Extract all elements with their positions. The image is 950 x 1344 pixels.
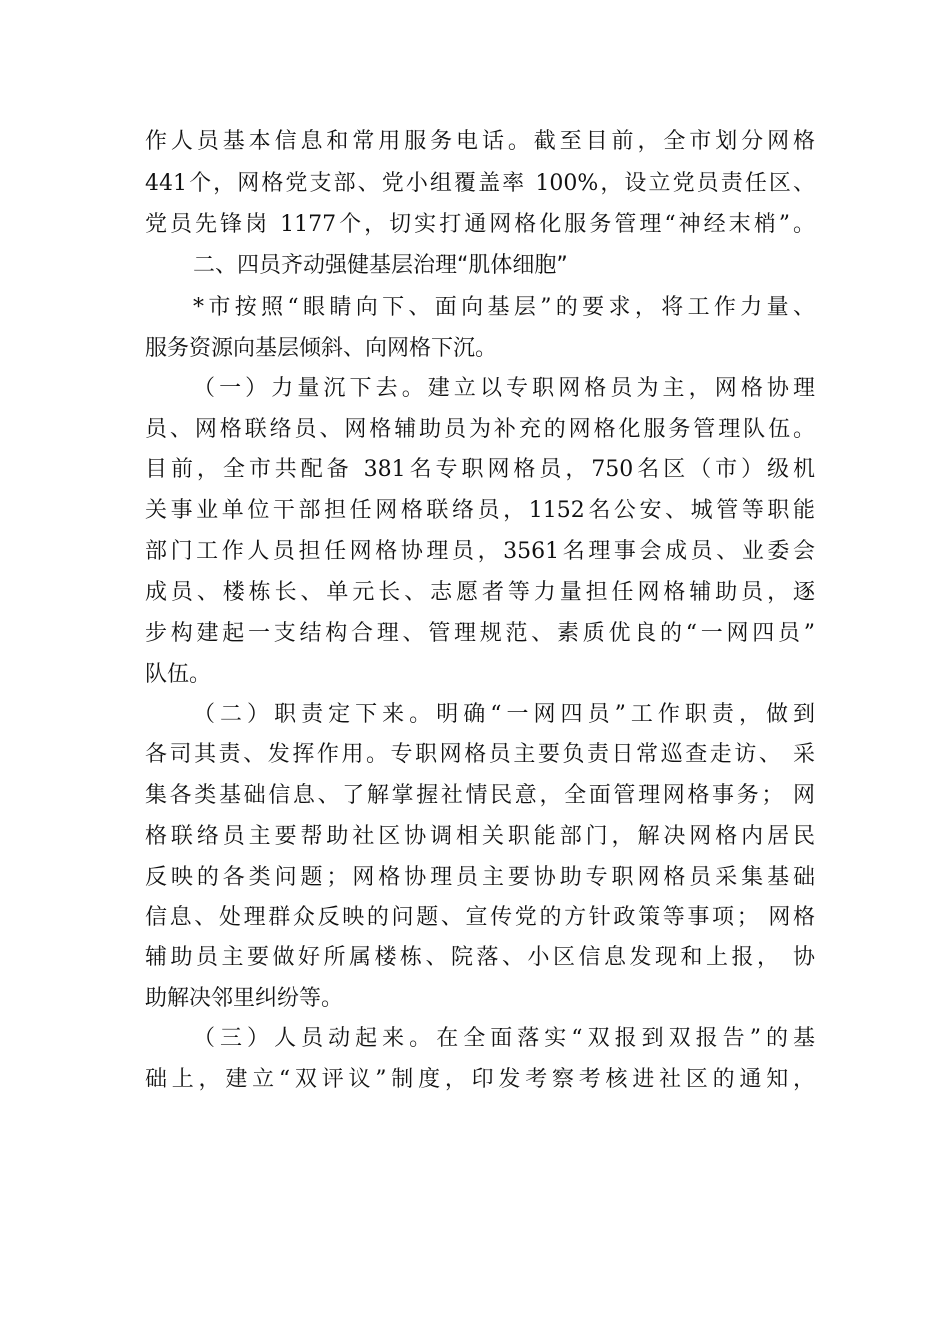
body-text-line: 部门工作人员担任网格协理员，3561名理事会成员、业委会 <box>145 539 815 564</box>
body-text-line: 党员先锋岗 1177个，切实打通网格化服务管理“神经末梢”。 <box>145 212 815 237</box>
body-text-line: 服务资源向基层倾斜、向网格下沉。 <box>145 336 498 361</box>
body-text-line: 格联络员主要帮助社区协调相关职能部门，解决网格内居民 <box>145 824 815 849</box>
section-heading: 二、四员齐动强健基层治理“肌体细胞” <box>193 253 568 278</box>
body-text-line: 队伍。 <box>145 662 212 687</box>
body-text-line: 信息、处理群众反映的问题、宣传党的方针政策等事项； 网格 <box>145 905 815 930</box>
body-text-line: 目前，全市共配备 381名专职网格员，750名区（市）级机 <box>145 457 815 482</box>
body-text-line: 各司其责、发挥作用。专职网格员主要负责日常巡查走访、 采 <box>145 742 815 767</box>
body-text-line: 关事业单位干部担任网格联络员，1152名公安、城管等职能 <box>145 498 815 523</box>
body-text-line: 成员、楼栋长、单元长、志愿者等力量担任网格辅助员，逐 <box>145 580 815 605</box>
body-text-line: 作人员基本信息和常用服务电话。截至目前，全市划分网格 <box>145 129 815 154</box>
body-text-line: 集各类基础信息、了解掌握社情民意，全面管理网格事务； 网 <box>145 783 815 808</box>
body-text-line: 助解决邻里纠纷等。 <box>145 986 344 1011</box>
body-text-line: 辅助员主要做好所属楼栋、院落、小区信息发现和上报， 协 <box>145 945 815 970</box>
body-text-line: 441个，网格党支部、党小组覆盖率 100%，设立党员责任区、 <box>145 171 815 196</box>
body-text-line: 础上，建立“双评议”制度，印发考察考核进社区的通知， <box>145 1067 815 1092</box>
body-text-line: （三）人员动起来。在全面落实“双报到双报告”的基 <box>193 1026 815 1051</box>
body-text-line: 反映的各类问题；网格协理员主要协助专职网格员采集基础 <box>145 865 815 890</box>
body-text-line: （二）职责定下来。明确“一网四员”工作职责，做到 <box>193 702 815 727</box>
body-text-line: 步构建起一支结构合理、管理规范、素质优良的“一网四员” <box>145 621 815 646</box>
body-text-line: （一）力量沉下去。建立以专职网格员为主，网格协理 <box>193 376 815 401</box>
body-text-line: 员、网格联络员、网格辅助员为补充的网格化服务管理队伍。 <box>145 417 815 442</box>
body-text-line: *市按照“眼睛向下、面向基层”的要求，将工作力量、 <box>193 295 815 320</box>
